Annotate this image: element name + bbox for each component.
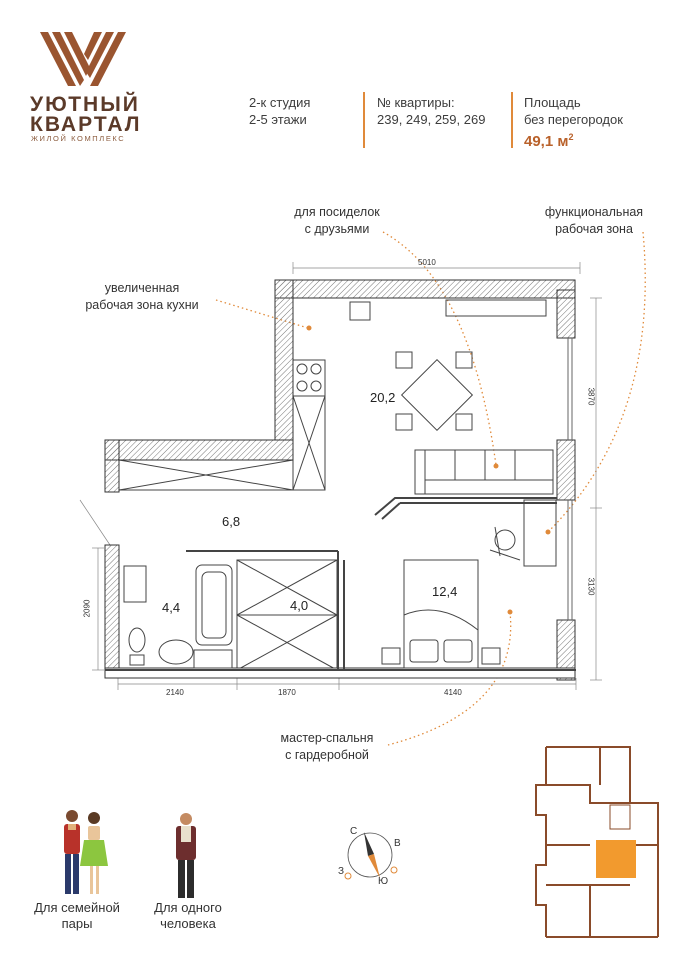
compass-south: Ю bbox=[378, 876, 389, 887]
compass-east: В bbox=[394, 838, 401, 849]
area-value: 49,1 $м^2$ bbox=[524, 132, 574, 150]
area-label1: Площадь bbox=[524, 95, 581, 110]
sofa bbox=[415, 450, 553, 494]
dim-left: 2090 bbox=[82, 599, 92, 618]
dim-right-bottom: 3130 bbox=[586, 577, 596, 596]
room-hall-area: 6,8 bbox=[222, 514, 241, 529]
caption-single: Для одного человека bbox=[154, 900, 222, 931]
compass-north: С bbox=[350, 826, 358, 837]
office-chair bbox=[490, 527, 520, 560]
single-person-icon bbox=[170, 812, 202, 900]
dim-bottom-1: 2140 bbox=[166, 688, 184, 697]
couple-icon bbox=[52, 808, 114, 900]
compass-west: З bbox=[338, 866, 345, 877]
logo-name-line2: КВАРТАЛ bbox=[30, 113, 142, 136]
dim-right-top: 3870 bbox=[586, 387, 596, 406]
type-line2: 2-5 этажи bbox=[249, 112, 307, 127]
annotation-work-zone: функциональная рабочая зона bbox=[544, 205, 644, 236]
bed bbox=[382, 560, 500, 668]
compass-icon bbox=[330, 820, 410, 890]
dim-bottom-3: 4140 bbox=[444, 688, 462, 697]
room-living-area: 20,2 bbox=[370, 390, 396, 405]
apt-label: № квартиры: bbox=[377, 95, 455, 110]
apt-numbers: 239, 249, 259, 269 bbox=[377, 112, 486, 127]
floor-key-plan bbox=[530, 745, 665, 940]
room-bath-area: 4,4 bbox=[162, 600, 181, 615]
annotation-gathering: для посиделок с друзьями bbox=[294, 205, 380, 236]
annotation-bedroom: мастер-спальня с гардеробной bbox=[280, 731, 374, 762]
dim-bottom-2: 1870 bbox=[278, 688, 296, 697]
room-bedroom-area: 12,4 bbox=[432, 584, 458, 599]
logo-subtitle: ЖИЛОЙ КОМПЛЕКС bbox=[31, 134, 126, 143]
caption-couple: Для семейной пары bbox=[34, 900, 120, 931]
annotation-kitchen: увеличенная рабочая зона кухни bbox=[85, 281, 199, 312]
logo-name-line1: УЮТНЫЙ bbox=[30, 93, 140, 116]
area-label2: без перегородок bbox=[524, 112, 623, 127]
type-line1: 2-к студия bbox=[249, 95, 311, 110]
room-closet-area: 4,0 bbox=[290, 598, 309, 613]
dining-set bbox=[396, 352, 472, 430]
dim-top: 5010 bbox=[418, 258, 436, 267]
